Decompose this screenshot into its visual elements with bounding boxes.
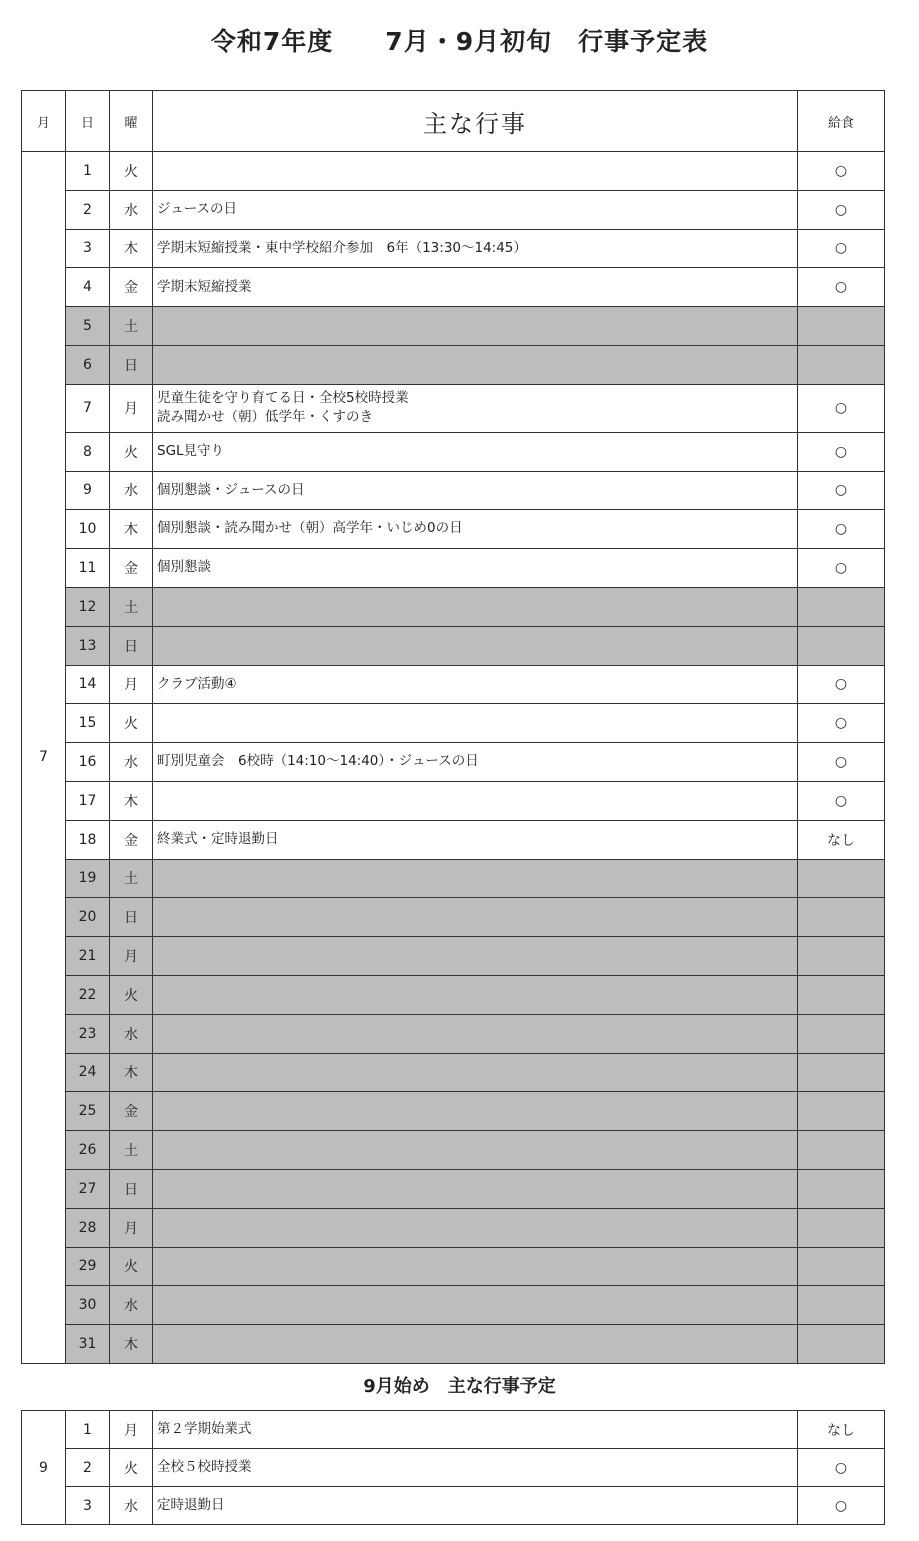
meal-cell: ○ [798,549,885,588]
weekday-cell: 日 [110,626,153,665]
day-cell: 18 [66,820,110,859]
meal-cell [798,1053,885,1092]
day-cell: 10 [66,510,110,549]
weekday-cell: 水 [110,471,153,510]
table-row [22,781,885,820]
table-row [22,190,885,229]
table-row [22,1247,885,1286]
events-cell [153,898,798,937]
day-cell: 30 [66,1286,110,1325]
weekday-cell: 木 [110,229,153,268]
event-text: 読み聞かせ（朝）低学年・くすのき [157,409,373,426]
weekday-cell: 火 [110,1247,153,1286]
weekday-header: 曜 [110,91,153,152]
events-cell [153,1053,798,1092]
table-row [22,1169,885,1208]
event-text: 個別懇談・読み聞かせ（朝）高学年・いじめ0の日 [157,520,463,537]
month-header: 月 [22,91,66,152]
event-text: 第２学期始業式 [157,1420,252,1437]
day-cell: 11 [66,549,110,588]
meal-cell: ○ [798,781,885,820]
events-cell [153,1449,798,1487]
meal-cell: なし [798,820,885,859]
day-cell: 3 [66,229,110,268]
day-cell: 25 [66,1092,110,1131]
day-cell: 29 [66,1247,110,1286]
table-row [22,152,885,191]
table-row [22,1411,885,1449]
table-row [22,268,885,307]
day-header: 日 [66,91,110,152]
table-row [22,743,885,782]
table-row [22,820,885,859]
july-rows [22,152,885,1364]
header-row [22,91,885,152]
weekday-cell: 土 [110,587,153,626]
weekday-cell: 木 [110,1325,153,1364]
events-cell [153,432,798,471]
day-cell: 21 [66,937,110,976]
events-cell [153,820,798,859]
events-cell [153,1131,798,1170]
weekday-cell: 火 [110,152,153,191]
weekday-cell: 火 [110,975,153,1014]
weekday-cell: 金 [110,549,153,588]
meal-cell [798,307,885,346]
day-cell: 9 [66,471,110,510]
day-cell: 20 [66,898,110,937]
weekday-cell: 月 [110,384,153,432]
table-row [22,307,885,346]
weekday-cell: 土 [110,859,153,898]
event-text: 町別児童会 6校時（14:10～14:40）・ジュースの日 [157,753,479,770]
events-cell [153,626,798,665]
meal-cell: ○ [798,1449,885,1487]
events-cell [153,1208,798,1247]
weekday-cell: 水 [110,743,153,782]
events-cell [153,975,798,1014]
events-cell [153,665,798,704]
events-cell [153,1092,798,1131]
events-cell [153,268,798,307]
table-row [22,975,885,1014]
event-text: 定時退勤日 [157,1496,225,1513]
day-cell: 22 [66,975,110,1014]
event-text: ジュースの日 [157,200,238,217]
event-text: 児童生徒を守り育てる日・全校5校時授業 [157,389,409,406]
meal-cell: ○ [798,510,885,549]
events-cell [153,307,798,346]
july-schedule-table [21,90,885,1364]
table-row [22,937,885,976]
meal-cell [798,1131,885,1170]
table-row [22,1208,885,1247]
table-row [22,1487,885,1525]
day-cell: 8 [66,432,110,471]
events-header: 主な行事 [153,91,798,152]
september-rows [22,1411,885,1525]
weekday-cell: 水 [110,1286,153,1325]
meal-header: 給食 [798,91,885,152]
events-cell [153,152,798,191]
meal-cell [798,1208,885,1247]
day-cell: 2 [66,190,110,229]
meal-cell [798,1014,885,1053]
meal-cell [798,1325,885,1364]
weekday-cell: 日 [110,345,153,384]
events-cell [153,510,798,549]
event-text: 個別懇談・ジュースの日 [157,481,305,498]
events-cell [153,781,798,820]
events-cell [153,190,798,229]
month-cell: 9 [22,1411,66,1525]
events-cell [153,1014,798,1053]
table-row [22,384,885,432]
event-text: クラブ活動④ [157,675,237,692]
table-row [22,587,885,626]
meal-cell [798,345,885,384]
meal-cell: ○ [798,743,885,782]
meal-cell [798,898,885,937]
weekday-cell: 土 [110,1131,153,1170]
table-row [22,471,885,510]
day-cell: 16 [66,743,110,782]
event-text: 学期末短縮授業 [157,278,252,295]
day-cell: 15 [66,704,110,743]
table-row [22,432,885,471]
weekday-cell: 水 [110,1487,153,1525]
events-cell [153,859,798,898]
events-cell [153,1247,798,1286]
meal-cell: ○ [798,229,885,268]
table-row [22,1053,885,1092]
events-cell [153,384,798,432]
day-cell: 6 [66,345,110,384]
meal-cell: なし [798,1411,885,1449]
events-cell [153,704,798,743]
table-row [22,1449,885,1487]
weekday-cell: 月 [110,1208,153,1247]
events-cell [153,471,798,510]
weekday-cell: 木 [110,781,153,820]
table-row [22,1286,885,1325]
meal-cell [798,626,885,665]
events-cell [153,1411,798,1449]
meal-cell [798,1092,885,1131]
weekday-cell: 日 [110,898,153,937]
day-cell: 26 [66,1131,110,1170]
table-row [22,898,885,937]
meal-cell [798,1286,885,1325]
meal-cell: ○ [798,384,885,432]
weekday-cell: 金 [110,820,153,859]
day-cell: 13 [66,626,110,665]
page-title: 令和7年度 7月・9月初旬 行事予定表 [210,27,709,56]
table-row [22,859,885,898]
events-cell [153,937,798,976]
event-text: 個別懇談 [157,559,211,576]
day-cell: 14 [66,665,110,704]
day-cell: 24 [66,1053,110,1092]
table-row [22,704,885,743]
weekday-cell: 水 [110,1014,153,1053]
day-cell: 7 [66,384,110,432]
day-cell: 19 [66,859,110,898]
weekday-cell: 土 [110,307,153,346]
table-row [22,1092,885,1131]
day-cell: 28 [66,1208,110,1247]
day-cell: 4 [66,268,110,307]
events-cell [153,229,798,268]
weekday-cell: 日 [110,1169,153,1208]
event-text: SGL見守り [157,442,225,459]
meal-cell [798,1247,885,1286]
weekday-cell: 水 [110,190,153,229]
meal-cell: ○ [798,1487,885,1525]
weekday-cell: 火 [110,432,153,471]
day-cell: 12 [66,587,110,626]
table-row [22,1014,885,1053]
september-title: 9月始め 主な行事予定 [363,1376,556,1397]
table-row [22,345,885,384]
day-cell: 1 [66,1411,110,1449]
weekday-cell: 木 [110,510,153,549]
meal-cell: ○ [798,704,885,743]
table-row [22,549,885,588]
events-cell [153,1169,798,1208]
table-row [22,229,885,268]
meal-cell: ○ [798,432,885,471]
events-cell [153,743,798,782]
day-cell: 1 [66,152,110,191]
day-cell: 23 [66,1014,110,1053]
meal-cell: ○ [798,471,885,510]
weekday-cell: 木 [110,1053,153,1092]
month-cell: 7 [22,152,66,1364]
table-row [22,1325,885,1364]
meal-cell: ○ [798,665,885,704]
meal-cell: ○ [798,190,885,229]
day-cell: 2 [66,1449,110,1487]
day-cell: 27 [66,1169,110,1208]
weekday-cell: 月 [110,1411,153,1449]
meal-cell: ○ [798,152,885,191]
weekday-cell: 金 [110,1092,153,1131]
day-cell: 17 [66,781,110,820]
weekday-cell: 月 [110,665,153,704]
events-cell [153,1286,798,1325]
table-row [22,665,885,704]
day-cell: 3 [66,1487,110,1525]
september-schedule-table [21,1410,885,1525]
day-cell: 31 [66,1325,110,1364]
table-row [22,626,885,665]
event-text: 終業式・定時退勤日 [157,830,279,847]
table-row [22,1131,885,1170]
events-cell [153,549,798,588]
weekday-cell: 火 [110,704,153,743]
day-cell: 5 [66,307,110,346]
meal-cell [798,1169,885,1208]
meal-cell [798,587,885,626]
events-cell [153,1325,798,1364]
meal-cell [798,859,885,898]
table-row [22,510,885,549]
weekday-cell: 金 [110,268,153,307]
event-text: 全校５校時授業 [157,1458,252,1475]
event-text: 学期末短縮授業・東中学校紹介参加 6年（13:30～14:45） [157,239,527,256]
weekday-cell: 月 [110,937,153,976]
meal-cell [798,975,885,1014]
events-cell [153,587,798,626]
meal-cell: ○ [798,268,885,307]
meal-cell [798,937,885,976]
events-cell [153,1487,798,1525]
events-cell [153,345,798,384]
weekday-cell: 火 [110,1449,153,1487]
